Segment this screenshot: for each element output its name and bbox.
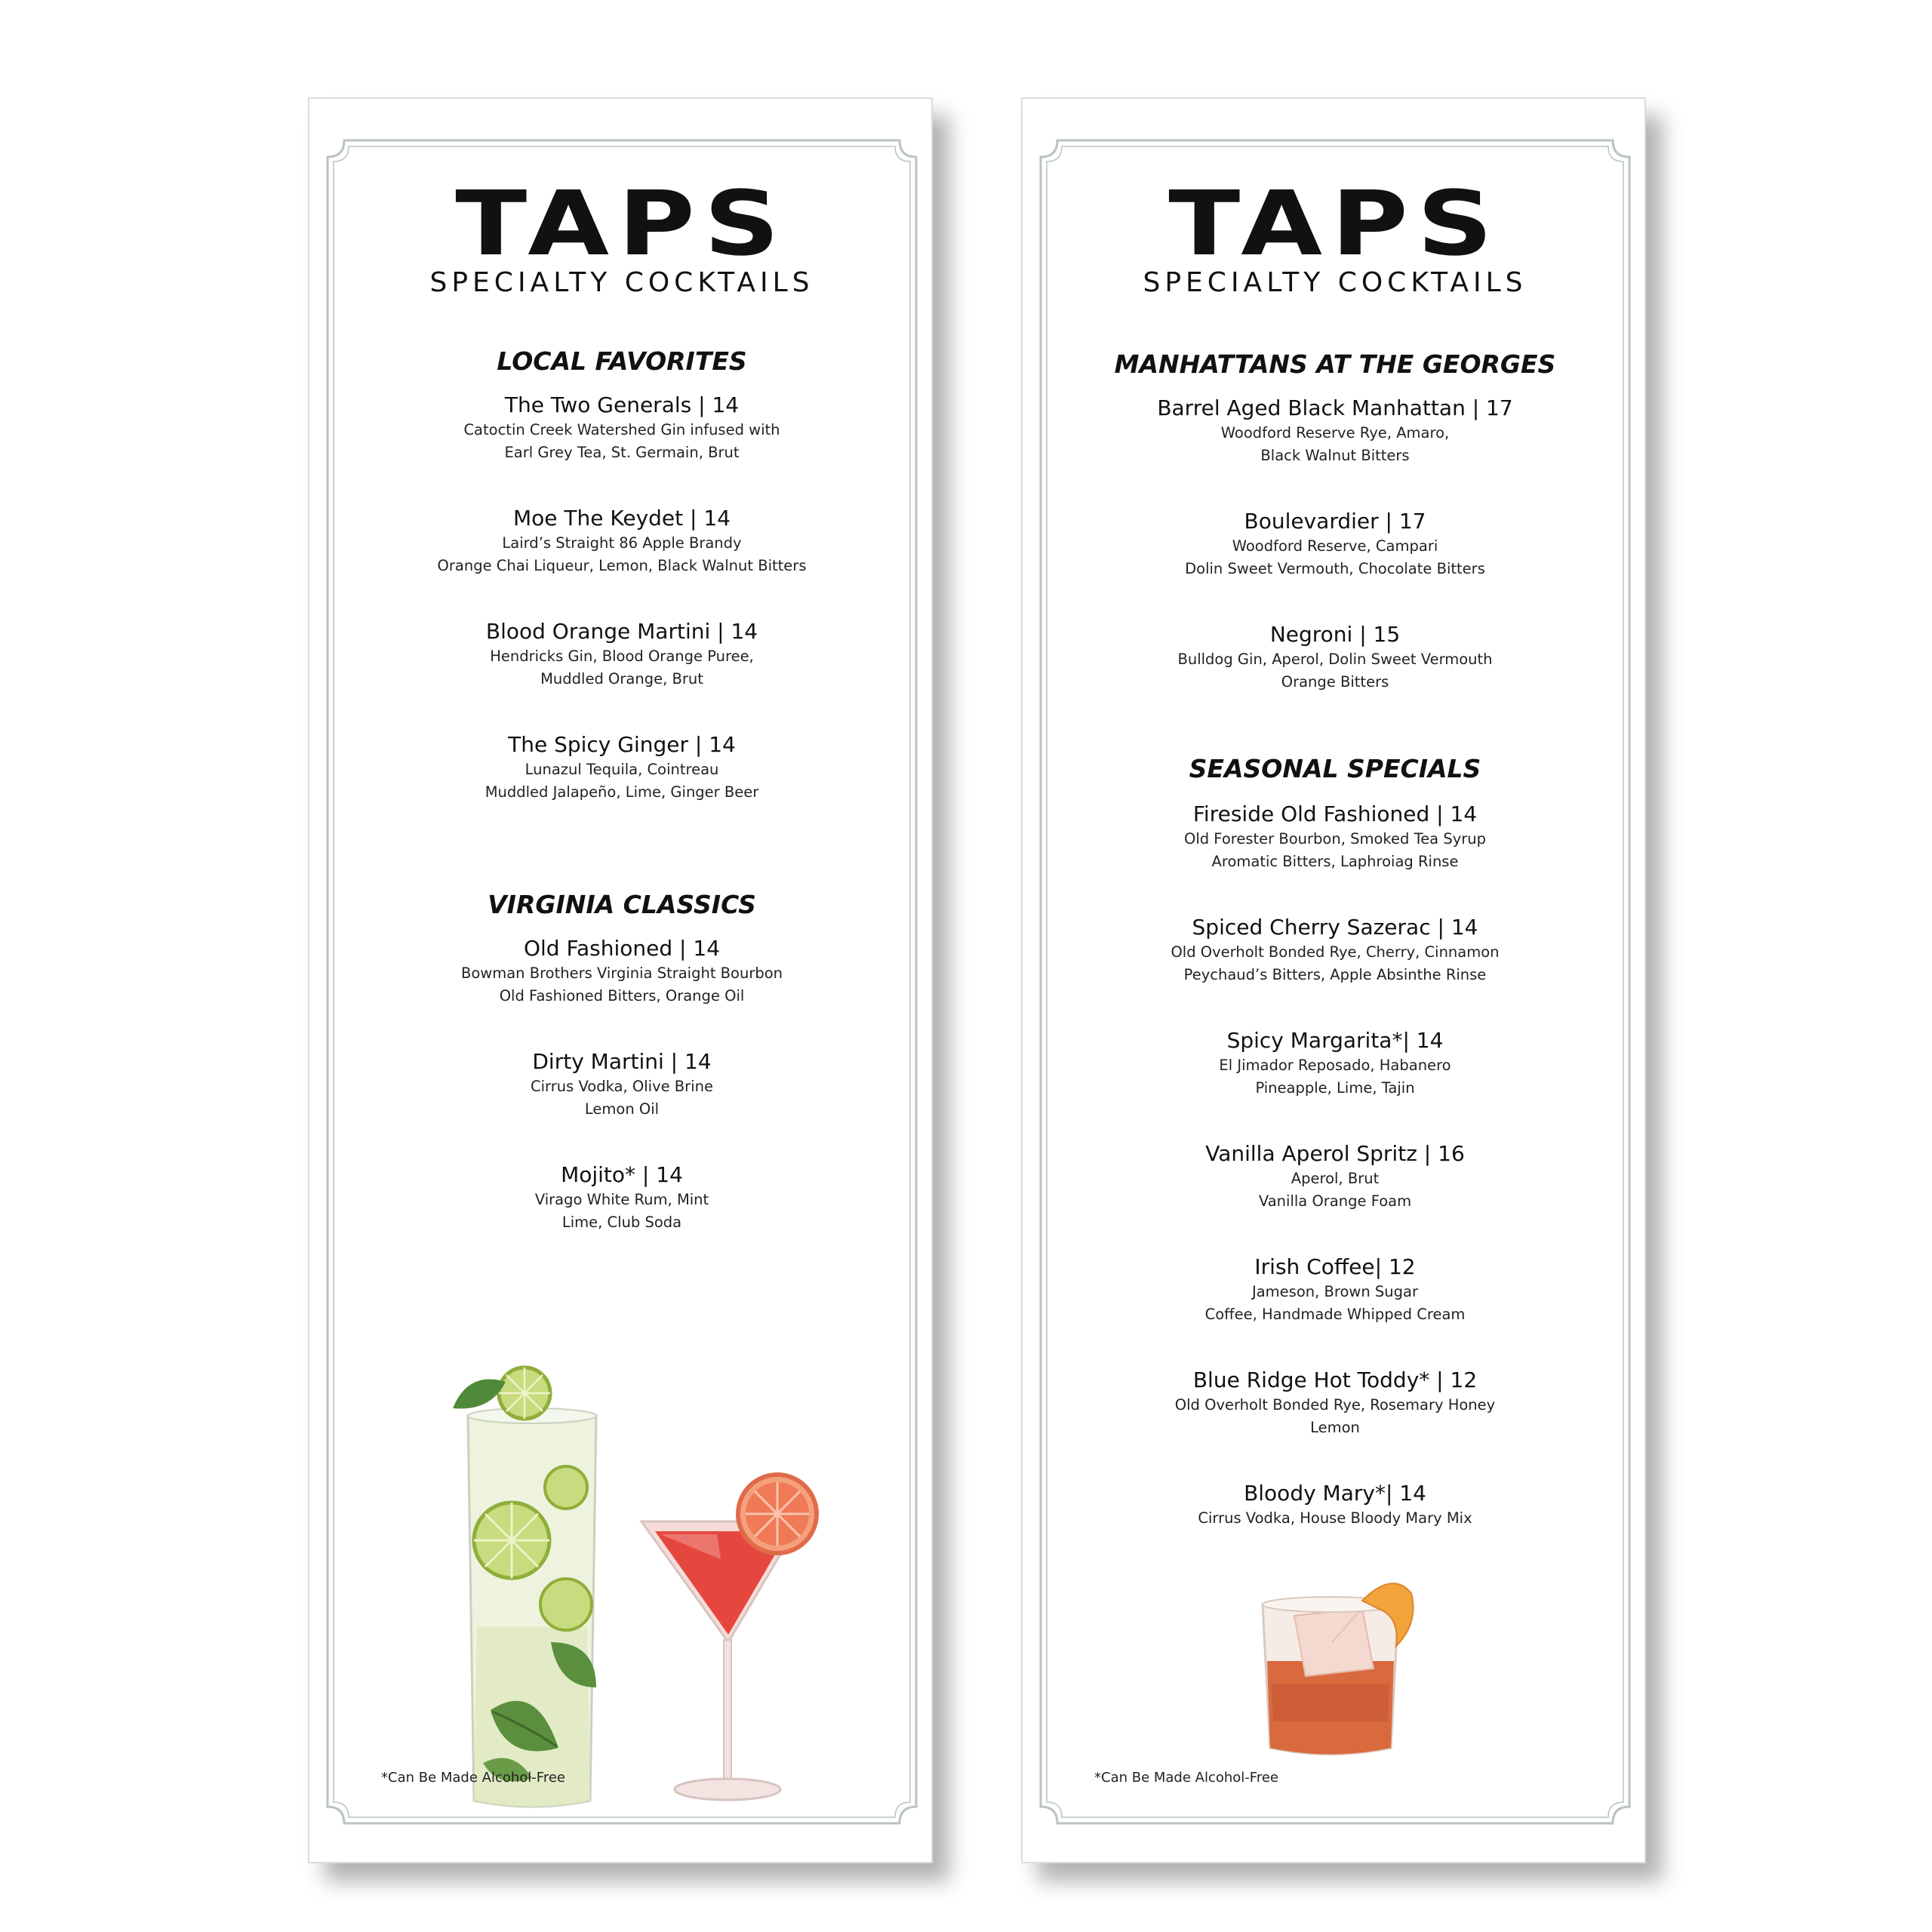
item-description: Virago White Rum, Mint xyxy=(534,1191,709,1208)
item-name: Blood Orange Martini | 14 xyxy=(485,619,758,644)
item-description: Dolin Sweet Vermouth, Chocolate Bitters xyxy=(1185,560,1485,577)
item-description: Bowman Brothers Virginia Straight Bourbon xyxy=(460,964,783,982)
mojito-glass-icon xyxy=(445,1355,619,1823)
menu-item xyxy=(309,505,934,577)
item-description: Muddled Orange, Brut xyxy=(540,670,703,688)
item-description: Lemon xyxy=(1310,1419,1360,1436)
item-description: Earl Grey Tea, St. Germain, Brut xyxy=(504,444,740,461)
old-fashioned-glass-icon xyxy=(1249,1571,1430,1767)
menu-item xyxy=(1023,801,1647,873)
item-description: Aromatic Bitters, Laphroiag Rinse xyxy=(1211,853,1459,870)
menu-item xyxy=(309,1048,934,1121)
menu-item xyxy=(1023,914,1647,986)
menu-item xyxy=(309,1161,934,1234)
item-name: Irish Coffee| 12 xyxy=(1254,1254,1416,1279)
martini-glass-icon xyxy=(634,1404,830,1812)
item-description: Lemon Oil xyxy=(584,1100,660,1118)
item-description: Laird’s Straight 86 Apple Brandy xyxy=(502,534,742,552)
item-name: The Spicy Ginger | 14 xyxy=(508,732,736,757)
item-description: Old Overholt Bonded Rye, Cherry, Cinnamon xyxy=(1171,943,1500,961)
item-description: Orange Chai Liqueur, Lemon, Black Walnut Bitters xyxy=(437,557,807,574)
item-description: Old Fashioned Bitters, Orange Oil xyxy=(499,987,745,1004)
item-name: Negroni | 15 xyxy=(1269,622,1401,647)
item-description: Vanilla Orange Foam xyxy=(1258,1192,1412,1210)
menu-item xyxy=(309,731,934,804)
item-description: Woodford Reserve, Campari xyxy=(1232,537,1438,555)
item-description: Old Forester Bourbon, Smoked Tea Syrup xyxy=(1183,830,1487,848)
menu-item xyxy=(1023,1254,1647,1326)
item-name: Barrel Aged Black Manhattan | 17 xyxy=(1157,395,1513,420)
menu-item xyxy=(309,392,934,464)
menu-item xyxy=(1023,1367,1647,1439)
logo: TAPS xyxy=(1168,171,1502,275)
menu-item xyxy=(1023,621,1647,694)
item-description: Old Overholt Bonded Rye, Rosemary Honey xyxy=(1174,1396,1496,1414)
item-description: Catoctin Creek Watershed Gin infused with xyxy=(463,421,780,438)
item-name: The Two Generals | 14 xyxy=(504,392,740,417)
item-description: Lunazul Tequila, Cointreau xyxy=(525,761,719,778)
menu-item xyxy=(309,618,934,691)
menu-item xyxy=(1023,1027,1647,1100)
item-name: Dirty Martini | 14 xyxy=(532,1049,712,1074)
menu-item xyxy=(1023,1140,1647,1213)
menu-item xyxy=(1023,508,1647,580)
item-name: Fireside Old Fashioned | 14 xyxy=(1192,801,1478,826)
logo: TAPS xyxy=(455,171,789,275)
item-name: Spicy Margarita*| 14 xyxy=(1226,1028,1444,1053)
item-description: Lime, Club Soda xyxy=(561,1214,682,1231)
item-description: Cirrus Vodka, House Bloody Mary Mix xyxy=(1198,1509,1472,1527)
item-description: Jameson, Brown Sugar xyxy=(1251,1283,1419,1300)
item-description: Orange Bitters xyxy=(1281,673,1389,691)
item-description: Woodford Reserve Rye, Amaro, xyxy=(1220,424,1450,441)
menu-item xyxy=(1023,395,1647,467)
item-description: Peychaud’s Bitters, Apple Absinthe Rinse xyxy=(1183,966,1487,983)
item-name: Boulevardier | 17 xyxy=(1244,509,1426,534)
item-description: Coffee, Handmade Whipped Cream xyxy=(1204,1306,1466,1323)
menu-subtitle: SPECIALTY COCKTAILS xyxy=(429,267,814,298)
item-description: Black Walnut Bitters xyxy=(1260,447,1410,464)
section-title-seasonal-specials: SEASONAL SPECIALS xyxy=(1189,754,1481,783)
footnote: *Can Be Made Alcohol-Free xyxy=(1094,1770,1278,1786)
menu-item xyxy=(309,935,934,1008)
item-name: Old Fashioned | 14 xyxy=(523,936,721,961)
menu-subtitle: SPECIALTY COCKTAILS xyxy=(1143,267,1527,298)
menu-card-right xyxy=(1021,97,1646,1863)
item-name: Blue Ridge Hot Toddy* | 12 xyxy=(1192,1367,1478,1392)
item-description: Bulldog Gin, Aperol, Dolin Sweet Vermouth xyxy=(1177,651,1493,668)
item-name: Vanilla Aperol Spritz | 16 xyxy=(1205,1141,1465,1166)
item-name: Moe The Keydet | 14 xyxy=(513,506,731,531)
item-description: Hendricks Gin, Blood Orange Puree, xyxy=(490,648,754,665)
menu-item xyxy=(1023,1480,1647,1530)
item-description: Aperol, Brut xyxy=(1291,1170,1380,1187)
section-title-virginia-classics: VIRGINIA CLASSICS xyxy=(488,890,756,919)
item-name: Spiced Cherry Sazerac | 14 xyxy=(1192,915,1478,940)
item-name: Mojito* | 14 xyxy=(561,1162,683,1187)
menu-card-left xyxy=(308,97,933,1863)
footnote: *Can Be Made Alcohol-Free xyxy=(381,1770,565,1786)
item-description: El Jimador Reposado, Habanero xyxy=(1219,1057,1451,1074)
section-title-local-favorites: LOCAL FAVORITES xyxy=(497,346,747,376)
item-description: Pineapple, Lime, Tajin xyxy=(1255,1079,1415,1097)
item-name: Bloody Mary*| 14 xyxy=(1244,1481,1426,1506)
section-title-manhattans: MANHATTANS AT THE GEORGES xyxy=(1114,349,1556,379)
item-description: Cirrus Vodka, Olive Brine xyxy=(531,1078,713,1095)
item-description: Muddled Jalapeño, Lime, Ginger Beer xyxy=(485,783,759,801)
